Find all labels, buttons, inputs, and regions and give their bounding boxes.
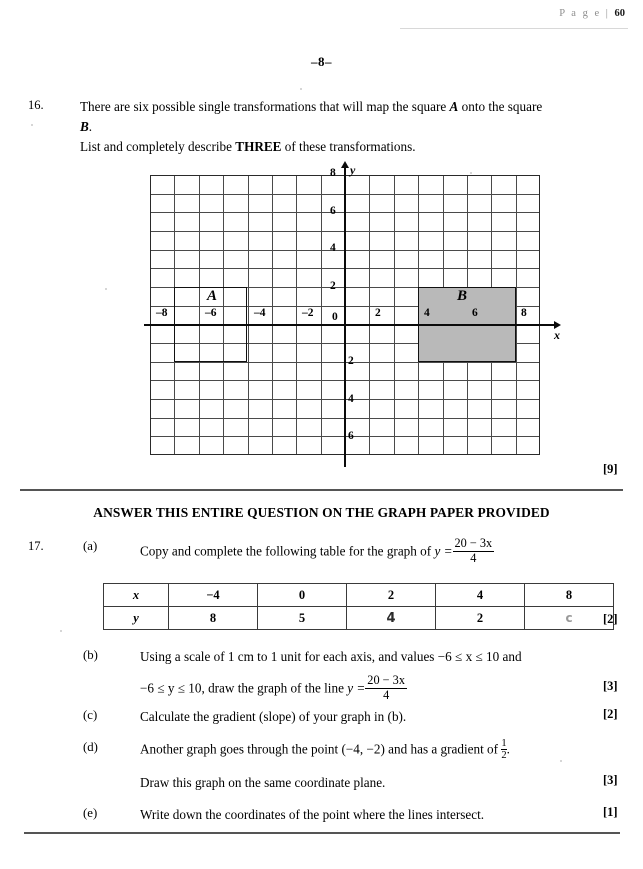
q16-line3-part-a: List and completely describe — [80, 139, 236, 154]
x-axis — [144, 324, 554, 326]
scan-speck — [300, 88, 302, 90]
q16-line1-part-b: onto the square — [458, 99, 543, 114]
header-rule — [400, 28, 628, 29]
y-tick--6: 6 — [348, 430, 354, 442]
scan-speck — [560, 760, 562, 762]
y-axis-arrow-icon — [341, 161, 349, 168]
header-page-number: 60 — [614, 8, 625, 19]
x-axis-label: x — [554, 328, 560, 342]
table-cell-y-3: 2 — [436, 607, 525, 630]
question-17-number: 17. — [28, 539, 44, 553]
part-d-marks: [3] — [603, 773, 618, 787]
header-page-word: P a g e — [559, 8, 602, 19]
page-mark: –8– — [311, 54, 332, 69]
part-b-fraction-numerator: 20 − 3x — [367, 673, 405, 687]
part-e-label: (e) — [83, 806, 98, 820]
part-d-text-line1 — [140, 739, 610, 762]
part-d-fraction-numerator: 1 — [501, 738, 507, 749]
table-cell-x-2: 2 — [347, 584, 436, 607]
coordinate-graph — [150, 163, 560, 455]
table-cell-y-2: 4 — [347, 607, 436, 630]
table-header-x: x — [104, 584, 169, 607]
part-a-text — [140, 538, 494, 567]
part-a-fraction-numerator: 20 − 3x — [454, 536, 493, 550]
x-tick-4: 4 — [424, 307, 430, 319]
q16-line-2 — [80, 117, 632, 136]
table-cell-y-0: 8 — [169, 607, 258, 630]
y-tick-6: 6 — [330, 205, 336, 217]
section-divider-bottom — [24, 832, 620, 834]
x-tick-8: 8 — [521, 307, 527, 319]
question-16-number: 16. — [28, 98, 44, 112]
question-16-marks: [9] — [603, 462, 618, 476]
table-cell-y-1: 5 — [258, 607, 347, 630]
part-d-sentence: Another graph goes through the point (−4, −2) and has a gradient of — [140, 741, 502, 757]
part-d-fraction — [501, 738, 506, 761]
part-a-label: (a) — [83, 539, 98, 553]
q16-line3-part-b: of these transformations. — [281, 139, 416, 154]
part-b-range-sentence: −6 ≤ y ≤ 10, draw the graph of the line — [140, 680, 348, 696]
q16-line2-period: . — [88, 119, 93, 134]
part-c-marks: [2] — [603, 707, 618, 721]
q16-square-b-ref: B — [80, 119, 89, 134]
part-a-fraction — [453, 537, 495, 566]
y-tick--4: 4 — [348, 393, 354, 405]
table-cell-x-0: −4 — [169, 584, 258, 607]
table-cell-y-4: c — [525, 607, 614, 630]
table-row-y — [104, 607, 614, 630]
part-c-label: (c) — [83, 708, 98, 722]
part-b-label: (b) — [83, 648, 98, 662]
y-tick-8: 8 — [330, 167, 336, 179]
part-c-text: Calculate the gradient (slope) of your graph in (b). — [140, 709, 407, 724]
part-a-sentence: Copy and complete the following table for the graph of — [140, 543, 435, 559]
part-a-fraction-denominator: 4 — [453, 551, 495, 566]
part-b-text-line1: Using a scale of 1 cm to 1 unit for each axis, and values −6 ≤ x ≤ 10 and — [140, 649, 522, 664]
part-b-fraction — [365, 674, 407, 703]
graph-paper-banner: ANSWER THIS ENTIRE QUESTION ON THE GRAPH PAPER PROVIDED — [93, 505, 550, 520]
q16-line1-part-a: There are six possible single transformations that will map the square — [80, 99, 450, 114]
q16-three-emphasis: THREE — [235, 139, 282, 154]
x-tick--6: –6 — [205, 307, 217, 319]
q16-line-3 — [80, 137, 632, 156]
q16-square-a-ref: A — [449, 99, 459, 114]
table-header-y: y — [104, 607, 169, 630]
part-b-text-line2 — [140, 675, 407, 704]
table-cell-x-4: 8 — [525, 584, 614, 607]
scan-speck — [60, 630, 62, 632]
question-16-text — [80, 97, 632, 156]
page-header — [559, 8, 625, 19]
x-tick-2: 2 — [375, 307, 381, 319]
y-axis — [344, 167, 346, 467]
part-e-marks: [1] — [603, 805, 618, 819]
part-a-equation-lhs: y = — [434, 543, 453, 559]
q16-line-1 — [80, 97, 632, 116]
scan-speck — [31, 124, 33, 126]
table-cell-x-3: 4 — [436, 584, 525, 607]
x-tick--2: –2 — [302, 307, 314, 319]
scan-speck — [105, 288, 107, 290]
y-tick-2: 2 — [330, 280, 336, 292]
scan-speck — [470, 172, 472, 174]
part-b-equation-lhs: y = — [347, 680, 366, 696]
section-divider-top — [20, 489, 623, 491]
x-tick--4: –4 — [254, 307, 266, 319]
part-b-fraction-denominator: 4 — [365, 688, 407, 703]
graph-grid — [150, 163, 560, 455]
part-d-fraction-denominator: 2 — [501, 750, 507, 762]
y-tick-4: 4 — [330, 242, 336, 254]
values-table — [103, 583, 614, 630]
y-tick--2: 2 — [348, 355, 354, 367]
x-tick--8: –8 — [156, 307, 168, 319]
y-axis-label: y — [350, 163, 356, 177]
part-d-label: (d) — [83, 740, 98, 754]
table-cell-x-1: 0 — [258, 584, 347, 607]
part-a-marks: [2] — [603, 612, 618, 626]
x-tick-6: 6 — [472, 307, 478, 319]
square-b-label: B — [457, 288, 468, 304]
square-a-label: A — [207, 288, 218, 304]
part-d-text-line2: Draw this graph on the same coordinate plane. — [140, 775, 386, 790]
table-row-x — [104, 584, 614, 607]
x-tick-origin: 0 — [332, 311, 338, 323]
header-separator: | — [605, 8, 610, 19]
part-b-marks: [3] — [603, 679, 618, 693]
part-e-text: Write down the coordinates of the point where the lines intersect. — [140, 807, 485, 822]
part-d-period: . — [506, 741, 510, 757]
